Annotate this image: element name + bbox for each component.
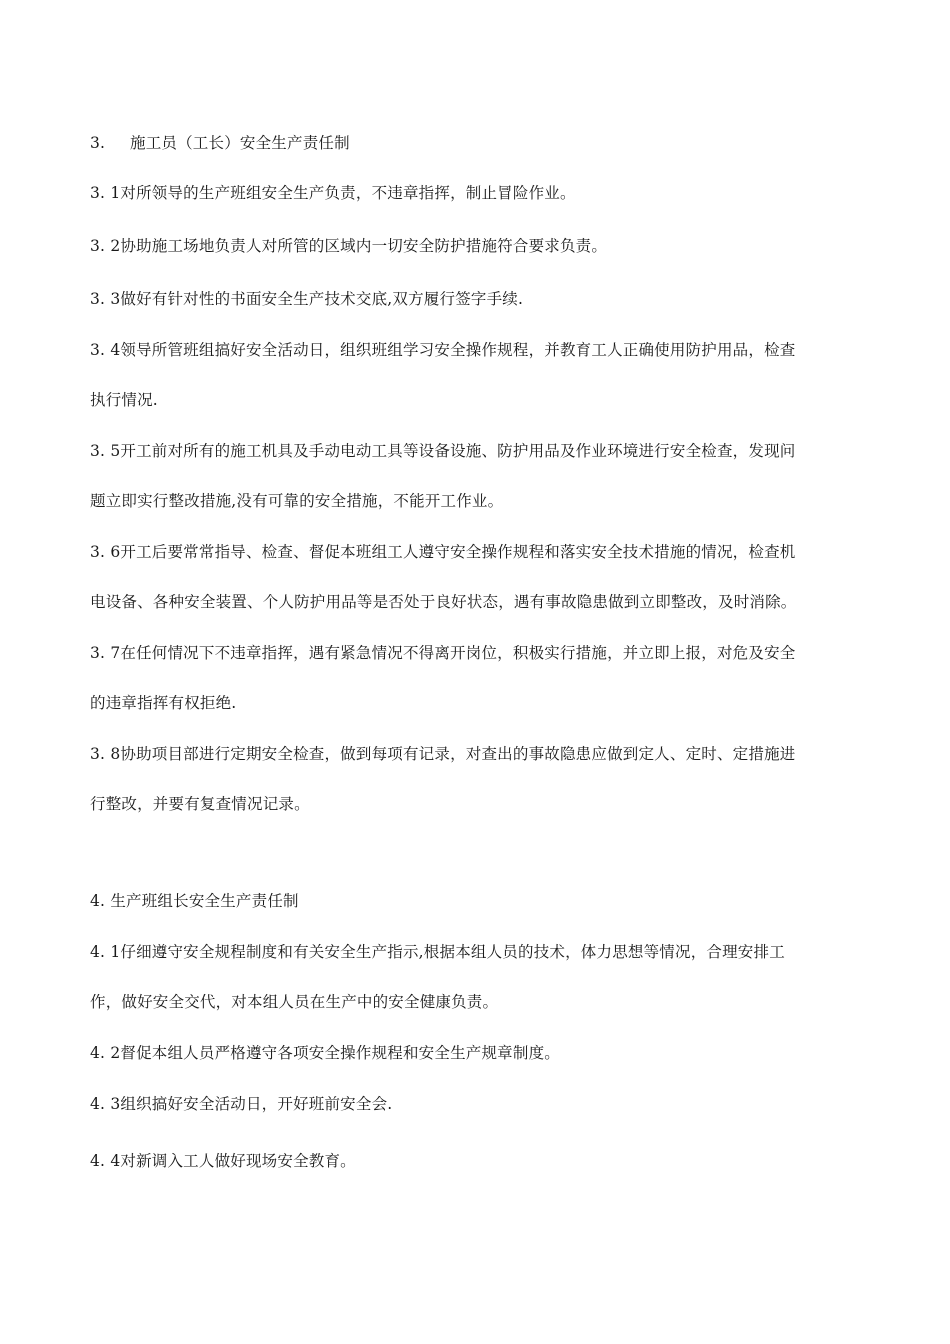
paragraph-3-7-line-2: 的违章指挥有权拒绝. — [90, 694, 237, 712]
section-3-heading — [90, 133, 875, 153]
section-3-title: 施工员（工长）安全生产责任制 — [130, 134, 350, 152]
paragraph-4-3: 4. 3组织搞好安全活动日，开好班前安全会. — [90, 1095, 393, 1113]
paragraph-3-6-line-2: 电设备、各种安全装置、个人防护用品等是否处于良好状态，遇有事故隐患做到立即整改，及时消除。 — [90, 593, 797, 611]
section-3-number: 3. — [90, 134, 106, 152]
paragraph-3-2: 3. 2协助施工场地负责人对所管的区域内一切安全防护措施符合要求负责。 — [90, 237, 608, 255]
paragraph-3-6-line-1: 3. 6开工后要常常指导、检查、督促本班组工人遵守安全操作规程和落实安全技术措施的情况，检查机 — [90, 543, 796, 561]
section-4-heading: 4. 生产班组长安全生产责任制 — [90, 892, 299, 910]
paragraph-3-4-line-2: 执行情况. — [90, 391, 158, 409]
paragraph-3-4-line-1: 3. 4领导所管班组搞好安全活动日，组织班组学习安全操作规程，并教育工人正确使用防护用品，检查 — [90, 341, 796, 359]
paragraph-4-1-line-1: 4. 1仔细遵守安全规程制度和有关安全生产指示,根据本组人员的技术，体力思想等情况，合理安排工 — [90, 943, 785, 961]
paragraph-3-8-line-1: 3. 8协助项目部进行定期安全检查，做到每项有记录，对查出的事故隐患应做到定人、定时、定措施进 — [90, 745, 796, 763]
paragraph-3-5-line-2: 题立即实行整改措施,没有可靠的安全措施，不能开工作业。 — [90, 492, 504, 510]
paragraph-3-8-line-2: 行整改，并要有复查情况记录。 — [90, 795, 310, 813]
paragraph-3-1: 3. 1对所领导的生产班组安全生产负责，不违章指挥，制止冒险作业。 — [90, 184, 576, 202]
paragraph-3-3: 3. 3做好有针对性的书面安全生产技术交底,双方履行签字手续. — [90, 290, 524, 308]
paragraph-3-5-line-1: 3. 5开工前对所有的施工机具及手动电动工具等设备设施、防护用品及作业环境进行安全检查，发现问 — [90, 442, 796, 460]
paragraph-4-2: 4. 2督促本组人员严格遵守各项安全操作规程和安全生产规章制度。 — [90, 1044, 560, 1062]
paragraph-3-7-line-1: 3. 7在任何情况下不违章指挥，遇有紧急情况不得离开岗位，积极实行措施，并立即上报，对危及安全 — [90, 644, 796, 662]
paragraph-4-1-line-2: 作，做好安全交代，对本组人员在生产中的安全健康负责。 — [90, 993, 499, 1011]
paragraph-4-4: 4. 4对新调入工人做好现场安全教育。 — [90, 1152, 356, 1170]
